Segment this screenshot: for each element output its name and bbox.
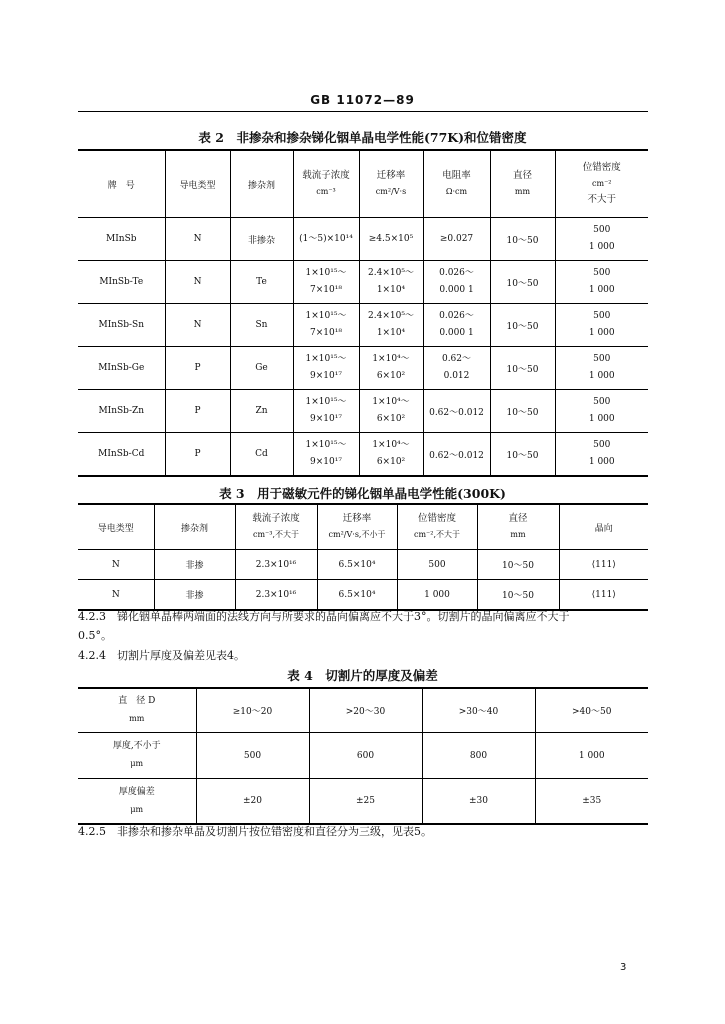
table3-header-dislocation [397,504,477,550]
table2-type: P [165,433,230,477]
table2-header-type: 导电类型 [165,150,230,218]
table2-carrier [293,390,359,433]
table4-diameter-label-l1: 直 径 D [118,696,156,706]
table2-dislocation-b: 1 000 [588,242,615,252]
table2-mobility-a: 1×10⁴～ [372,440,410,450]
table4-deviation-cell: ±25 [309,779,422,825]
table2-mobility [359,218,423,261]
table2-resistivity-a: 0.026～ [439,268,474,278]
table3-mobility: 6.5×10⁴ [317,550,397,580]
table2-header-resistivity-l2: Ω·cm [445,187,468,196]
table2-dislocation [555,347,648,390]
table3-mobility: 6.5×10⁴ [317,580,397,611]
table2-grade: MInSb-Sn [78,304,165,347]
table2-header-resistivity-l1: 电阻率 [442,170,471,181]
table-row [78,390,648,433]
table2-header-diameter [490,150,555,218]
table2-dopant: 非掺杂 [230,218,293,261]
table3-header-mobility-l2: cm²/V·s,不小于 [328,530,386,539]
table3-header-dopant: 掺杂剂 [154,504,235,550]
table2-type: N [165,218,230,261]
table2-dislocation-a: 500 [593,397,611,407]
table2-diameter: 10～50 [490,390,555,433]
table2-resistivity-b: 0.000 1 [439,285,474,295]
table3-header-row [78,504,648,550]
table-row [78,550,648,580]
table2-resistivity: 0.62～0.012 [423,390,490,433]
table2-carrier-b: 7×10¹⁸ [310,285,342,295]
table2-mobility [359,347,423,390]
table2-dislocation [555,218,648,261]
table3-orientation: ⟨111⟩ [559,550,648,580]
table3-diameter: 10～50 [477,550,559,580]
table2-caption: 表 2 非掺杂和掺杂锑化铟单晶电学性能(77K)和位错密度 [198,130,527,145]
table2-header-dislocation [555,150,648,218]
paragraph-4-2-3-line1: 4.2.3 锑化铟单晶棒两端面的法线方向与所要求的晶向偏离应不大于3°。切割片的晶向偏离应不大于 [78,610,570,623]
table4-deviation-label-l1: 厚度偏差 [118,786,155,797]
table-row [78,218,648,261]
table2-header-carrier [293,150,359,218]
table3-carrier: 2.3×10¹⁶ [235,580,317,611]
table2-dislocation [555,433,648,477]
table4-diameter-label [78,688,196,733]
table-row [78,304,648,347]
table3-header-type: 导电类型 [78,504,154,550]
table4-row-diameter [78,688,648,733]
table3-header-orientation: 晶向 [559,504,648,550]
table2-mobility-a: 1×10⁴～ [372,354,410,364]
table2-header-mobility-l2: cm²/V·s [375,187,407,196]
table-row [78,261,648,304]
table2-carrier-b: 9×10¹⁷ [310,414,342,424]
table4-thickness-cell: 800 [422,733,535,779]
table2-resistivity-b: 0.000 1 [439,328,474,338]
header-rule [78,111,648,112]
table2-dislocation-a: 500 [593,225,611,235]
table3-header-diameter [477,504,559,550]
table2-dopant: Ge [230,347,293,390]
table2-diameter: 10～50 [490,304,555,347]
table3-dislocation: 1 000 [397,580,477,611]
table3-type: N [78,550,154,580]
table2-mobility-a: ≥4.5×10⁵ [368,233,414,244]
table3-caption: 表 3 用于磁敏元件的锑化铟单晶电学性能(300K) [219,486,506,501]
table2-grade: MInSb [78,218,165,261]
table3-header-mobility-l1: 迁移率 [342,513,372,524]
table2-dislocation-b: 1 000 [588,328,615,338]
table4-deviation-cell: ±20 [196,779,309,825]
table3 [78,503,648,611]
table3-dopant: 非掺 [154,550,235,580]
table4-row-thickness [78,733,648,779]
table2-header-resistivity [423,150,490,218]
table4-thickness-label-l1: 厚度,不小于 [112,741,161,751]
table4-caption: 表 4 切割片的厚度及偏差 [287,668,438,683]
table4-diameter-cell: >40～50 [535,688,648,733]
table2-dislocation-a: 500 [593,354,611,364]
table4-deviation-cell: ±30 [422,779,535,825]
table3-dislocation: 500 [397,550,477,580]
table2-diameter: 10～50 [490,433,555,477]
table2-dislocation-a: 500 [593,311,611,321]
table3-header-dislocation-l2: cm⁻²,不大于 [413,530,461,539]
table3-diameter: 10～50 [477,580,559,611]
table3-carrier: 2.3×10¹⁶ [235,550,317,580]
table2-dislocation-b: 1 000 [588,371,615,381]
table2-carrier [293,347,359,390]
table2-carrier-a: (1～5)×10¹⁴ [299,233,353,244]
table2-type: P [165,390,230,433]
table2-header-mobility-l1: 迁移率 [376,170,406,181]
table4-diameter-label-l2: mm [129,714,145,723]
table2-dopant: Zn [230,390,293,433]
table2-diameter: 10～50 [490,218,555,261]
table2-dislocation-b: 1 000 [588,285,615,295]
table2-header-carrier-l1: 载流子浓度 [302,170,350,181]
table2-resistivity [423,261,490,304]
table4 [78,687,648,825]
table2-mobility-a: 2.4×10⁵～ [368,268,414,278]
table2-header-mobility [359,150,423,218]
paragraph-4-2-4: 4.2.4 切割片厚度及偏差见表4。 [78,649,245,662]
table3-header-mobility [317,504,397,550]
table2-carrier-b: 7×10¹⁸ [310,328,342,338]
table2-header-dislocation-l2: cm⁻² [592,179,612,188]
table2-mobility-b: 1×10⁴ [376,328,406,338]
table2-dislocation-a: 500 [593,440,611,450]
table3-header-carrier [235,504,317,550]
table2-carrier [293,218,359,261]
table2-header-carrier-l2: cm⁻³ [316,187,336,196]
table2-grade: MInSb-Ge [78,347,165,390]
table2-dislocation-a: 500 [593,268,611,278]
table2-resistivity-a: 0.62～ [441,354,472,364]
table2-mobility [359,433,423,477]
table4-thickness-cell: 500 [196,733,309,779]
table-row [78,580,648,611]
table4-thickness-label [78,733,196,779]
table2-grade: MInSb-Zn [78,390,165,433]
table4-diameter-cell: >30～40 [422,688,535,733]
table2-dopant: Cd [230,433,293,477]
page-number: 3 [620,962,627,973]
table2-header-dislocation-l3: 不大于 [587,194,616,205]
table3-header-dislocation-l1: 位错密度 [417,513,456,524]
table2-mobility-b: 6×10² [376,414,406,424]
table2-grade: MInSb-Cd [78,433,165,477]
table4-diameter-cell: ≥10～20 [196,688,309,733]
table4-deviation-label-l2: μm [130,804,144,814]
table2-mobility-a: 1×10⁴～ [372,397,410,407]
table2-header-row [78,150,648,218]
table2-resistivity-a: ≥0.027 [439,233,474,244]
table2-resistivity [423,304,490,347]
table2-resistivity: 0.62～0.012 [423,433,490,477]
paragraph-4-2-3-line2: 0.5°。 [78,629,112,642]
table2-carrier-a: 1×10¹⁵～ [305,311,347,321]
table3-header-carrier-l1: 载流子浓度 [252,513,300,524]
table2-resistivity [423,218,490,261]
table2-mobility [359,390,423,433]
table4-deviation-cell: ±35 [535,779,648,825]
table2-header-diameter-l1: 直径 [512,170,532,181]
table2-resistivity-b: 0.012 [443,371,470,381]
table2-dislocation [555,304,648,347]
table4-deviation-label [78,779,196,825]
table2-diameter: 10～50 [490,261,555,304]
table2 [78,149,648,477]
table2-carrier-a: 1×10¹⁵～ [305,397,347,407]
table-row [78,347,648,390]
table2-resistivity [423,347,490,390]
table3-header-carrier-l2: cm⁻³,不大于 [252,530,300,539]
table2-carrier [293,304,359,347]
table2-header-dopant: 掺杂剂 [230,150,293,218]
table2-type: P [165,347,230,390]
table3-orientation: ⟨111⟩ [559,580,648,611]
table2-dislocation [555,390,648,433]
table2-header-dislocation-l1: 位错密度 [582,162,621,173]
table2-dopant: Sn [230,304,293,347]
table2-diameter: 10～50 [490,347,555,390]
table3-dopant: 非掺 [154,580,235,611]
table2-dislocation-b: 1 000 [588,457,615,467]
table2-dislocation [555,261,648,304]
paragraph-4-2-5: 4.2.5 非掺杂和掺杂单晶及切割片按位错密度和直径分为三级，见表5。 [78,825,432,838]
table2-mobility-b: 6×10² [376,371,406,381]
table-row [78,433,648,477]
table2-resistivity-a: 0.026～ [439,311,474,321]
table2-carrier [293,261,359,304]
paragraph-4-2-3 [78,607,648,645]
table2-carrier-a: 1×10¹⁵～ [305,268,347,278]
table2-grade: MInSb-Te [78,261,165,304]
table2-mobility [359,261,423,304]
table2-carrier [293,433,359,477]
table2-mobility [359,304,423,347]
table2-carrier-a: 1×10¹⁵～ [305,440,347,450]
table2-carrier-a: 1×10¹⁵～ [305,354,347,364]
table4-thickness-cell: 600 [309,733,422,779]
table3-header-diameter-l1: 直径 [508,513,528,524]
table2-header-grade: 牌 号 [78,150,165,218]
table2-mobility-b: 1×10⁴ [376,285,406,295]
table2-carrier-b: 9×10¹⁷ [310,457,342,467]
table3-header-diameter-l2: mm [510,530,526,539]
table2-type: N [165,261,230,304]
standard-code-header: GB 11072—89 [310,93,415,107]
table4-thickness-cell: 1 000 [535,733,648,779]
table2-dopant: Te [230,261,293,304]
table2-carrier-b: 9×10¹⁷ [310,371,342,381]
table2-dislocation-b: 1 000 [588,414,615,424]
table4-diameter-cell: >20～30 [309,688,422,733]
table3-type: N [78,580,154,611]
table2-mobility-a: 2.4×10⁵～ [368,311,414,321]
table2-header-diameter-l2: mm [514,187,531,196]
table4-thickness-label-l2: μm [130,759,144,768]
table2-mobility-b: 6×10² [376,457,406,467]
table4-row-deviation [78,779,648,825]
table2-type: N [165,304,230,347]
